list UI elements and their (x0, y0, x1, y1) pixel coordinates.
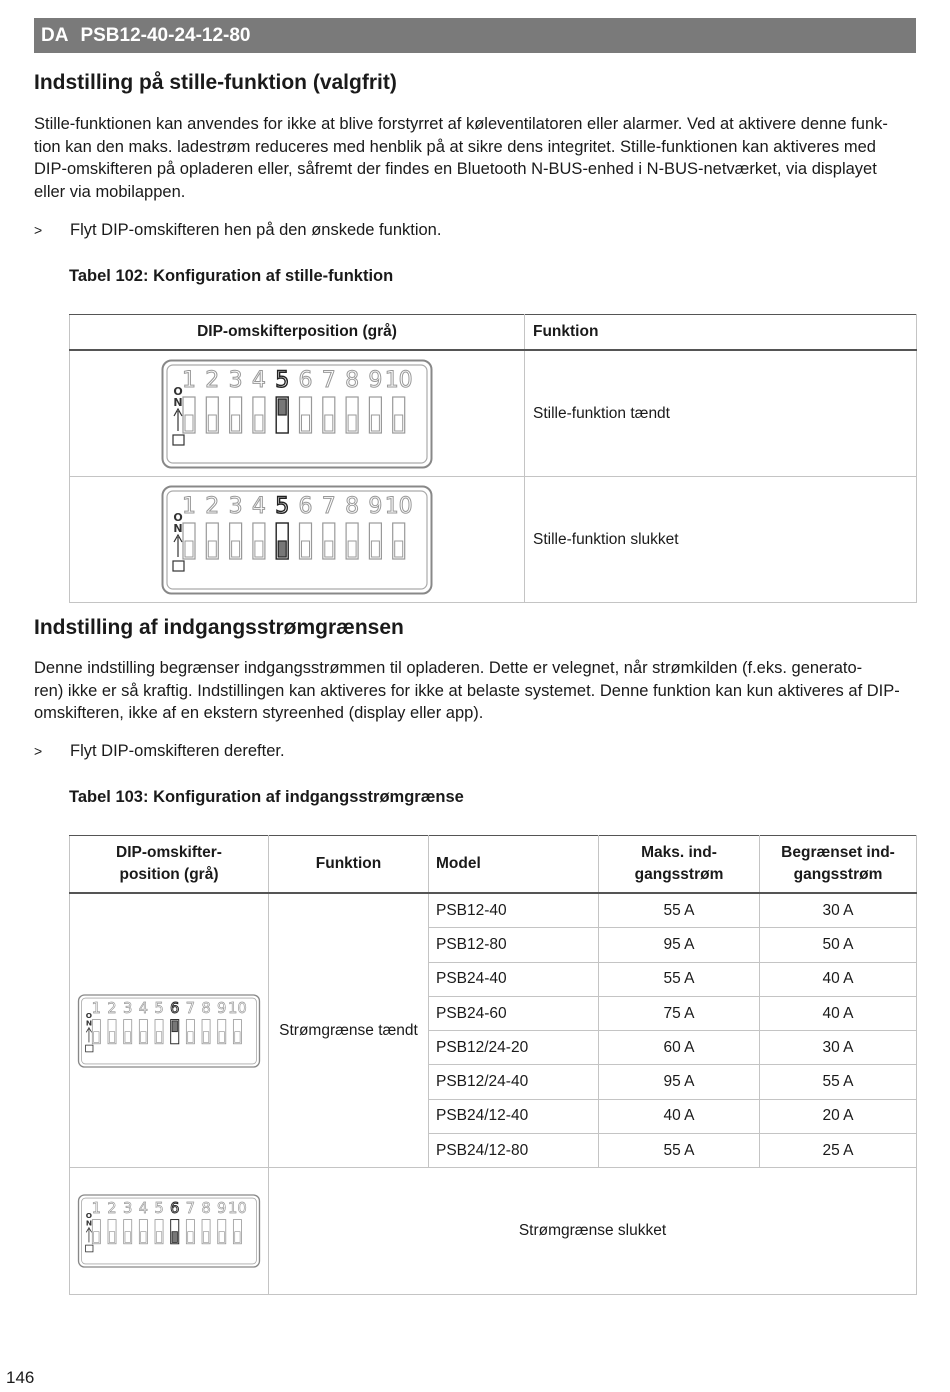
dip-switch-diagram (161, 359, 433, 469)
para-line: ren) ikke er så kraftig. Indstillingen kan aktiveres for ikke at belaste systemet. Denne funktion kan kun aktiveres af DIP- (34, 681, 900, 700)
on-label-letter: N (173, 521, 183, 535)
dip-number-label: 7 (185, 999, 196, 1017)
dip-switch-knob (125, 1031, 130, 1042)
dip-number-label: 4 (251, 367, 266, 393)
max-current-cell: 75 A (599, 996, 760, 1030)
dip-switch-knob (188, 1031, 193, 1042)
on-label-letter: N (173, 395, 183, 409)
max-current-cell: 55 A (599, 1134, 760, 1168)
dip-square-icon (173, 561, 184, 571)
model-cell: PSB12/24-40 (429, 1065, 599, 1099)
dip-switch-knob (235, 1232, 240, 1243)
dip-switch-diagram (77, 994, 261, 1068)
model-cell: PSB24/12-40 (429, 1099, 599, 1133)
table-caption-103: Tabel 103: Konfiguration af indgangsstrømgrænse (69, 788, 464, 806)
bullet-mark: > (34, 222, 43, 238)
page-header (34, 18, 916, 53)
limited-current-cell: 20 A (760, 1099, 917, 1133)
dip-switch-knob (325, 415, 333, 431)
limited-current-cell: 30 A (760, 1031, 917, 1065)
dip-switch-knob (94, 1031, 99, 1042)
col-limited-current (760, 836, 917, 894)
dip-number-label: 4 (138, 999, 149, 1017)
max-current-cell: 60 A (599, 1031, 760, 1065)
col-model: Model (429, 836, 599, 894)
model-cell: PSB12-80 (429, 928, 599, 962)
dip-number-label: 6 (170, 1200, 180, 1218)
bullet-text: Flyt DIP-omskifteren derefter. (70, 742, 285, 760)
bullet-text: Flyt DIP-omskifteren hen på den ønskede funktion. (70, 221, 442, 239)
limited-current-cell: 25 A (760, 1134, 917, 1168)
dip-square-icon (173, 435, 184, 445)
para-line: DIP-omskifteren på opladeren eller, såfremt der findes en Bluetooth N-BUS-enhed i N-BUS-netværket, via displayet (34, 160, 877, 178)
on-label-letter: N (85, 1218, 93, 1228)
dip-switch-knob (185, 415, 193, 431)
function-cell: Stille-funktion tændt (525, 350, 917, 477)
dip-switch-knob (141, 1232, 146, 1243)
dip-number-label: 4 (251, 493, 266, 519)
para-line: eller via mobilappen. (34, 182, 186, 201)
dip-number-label: 5 (275, 367, 290, 393)
dip-number-label: 6 (298, 493, 313, 519)
header-line: position (grå) (119, 866, 219, 883)
dip-number-label: 4 (138, 1200, 149, 1218)
limited-current-cell: 50 A (760, 928, 917, 962)
max-current-cell: 55 A (599, 962, 760, 996)
dip-square-icon (86, 1045, 93, 1052)
max-current-cell: 95 A (599, 928, 760, 962)
language-code: DA (41, 24, 69, 46)
limited-current-cell: 40 A (760, 996, 917, 1030)
dip-number-label: 7 (321, 493, 336, 519)
dip-switch-knob (325, 541, 333, 557)
dip-number-label: 10 (384, 367, 413, 393)
dip-switch-diagram (161, 485, 433, 595)
function-cell: Stille-funktion slukket (525, 477, 917, 603)
col-function: Funktion (269, 836, 429, 894)
table-row (70, 350, 917, 477)
dip-switch-knob (278, 399, 286, 415)
dip-switch-cell (70, 477, 525, 603)
max-current-cell: 95 A (599, 1065, 760, 1099)
table-row (70, 477, 917, 603)
dip-switch-knob (156, 1031, 161, 1042)
dip-number-label: 10 (227, 999, 247, 1017)
dip-number-label: 9 (368, 493, 383, 519)
para-line: Denne indstilling begrænser indgangsstrømmen til opladeren. Dette er velegnet, når strømkilden (f.eks. generato- (34, 659, 863, 677)
dip-number-label: 7 (185, 1200, 196, 1218)
dip-switch-knob (348, 541, 356, 557)
product-model: PSB12-40-24-12-80 (80, 24, 251, 46)
col-max-current (599, 836, 760, 894)
dip-switch-knob (395, 415, 403, 431)
header-line: gangsstrøm (634, 866, 724, 883)
dip-switch-knob (109, 1232, 114, 1243)
dip-switch-knob (278, 541, 286, 557)
max-current-cell: 55 A (599, 893, 760, 928)
dip-switch-cell (70, 893, 269, 1168)
dip-switch-knob (94, 1232, 99, 1243)
dip-switch-knob (172, 1232, 177, 1243)
table-caption-102: Tabel 102: Konfiguration af stille-funktion (69, 267, 394, 285)
dip-switch-knob (203, 1232, 208, 1243)
dip-switch-knob (255, 541, 263, 557)
para-line: Stille-funktionen kan anvendes for ikke at blive forstyrret af køleventilatoren eller alarmer. Ved at aktivere denne funk- (34, 115, 888, 133)
model-cell: PSB12/24-20 (429, 1031, 599, 1065)
dip-switch-knob (203, 1031, 208, 1042)
dip-switch-knob (371, 415, 379, 431)
dip-switch-knob (255, 415, 263, 431)
dip-switch-knob (232, 541, 240, 557)
dip-number-label: 8 (201, 1200, 211, 1218)
dip-switch-knob (156, 1232, 161, 1243)
dip-switch-cell (70, 350, 525, 477)
dip-number-label: 10 (227, 1200, 247, 1218)
dip-number-label: 1 (91, 999, 102, 1017)
dip-switch-knob (302, 415, 310, 431)
header-line: gangsstrøm (793, 866, 883, 883)
on-label-letter: O (85, 1211, 93, 1221)
section-title-quiet-mode: Indstilling på stille-funktion (valgfrit) (34, 71, 397, 94)
limited-current-cell: 30 A (760, 893, 917, 928)
dip-switch-knob (235, 1031, 240, 1042)
function-cell: Strømgrænse slukket (269, 1168, 917, 1295)
dip-switch-knob (395, 541, 403, 557)
dip-switch-knob (208, 541, 216, 557)
quiet-mode-table (69, 314, 917, 603)
input-current-table (69, 835, 917, 1295)
on-label-letter: O (85, 1010, 93, 1020)
dip-switch-knob (125, 1232, 130, 1243)
dip-number-label: 3 (122, 999, 133, 1017)
section-title-input-current: Indstilling af indgangsstrømgrænsen (34, 616, 404, 639)
model-cell: PSB24-60 (429, 996, 599, 1030)
dip-number-label: 3 (122, 1200, 133, 1218)
dip-switch-knob (188, 1232, 193, 1243)
col-function: Funktion (525, 315, 917, 351)
para-line: omskifteren, ikke af en ekstern styreenhed (display eller app). (34, 704, 484, 722)
dip-switch-knob (371, 541, 379, 557)
max-current-cell: 40 A (599, 1099, 760, 1133)
dip-number-label: 1 (91, 1200, 102, 1218)
dip-number-label: 2 (205, 367, 220, 393)
dip-number-label: 8 (345, 367, 360, 393)
header-line: Begrænset ind- (781, 844, 895, 861)
dip-switch-knob (185, 541, 193, 557)
dip-number-label: 2 (205, 493, 220, 519)
dip-switch-diagram (77, 1194, 261, 1268)
on-label-letter: N (85, 1018, 93, 1028)
dip-number-label: 6 (298, 367, 313, 393)
dip-switch-knob (219, 1232, 224, 1243)
model-cell: PSB24-40 (429, 962, 599, 996)
dip-switch-knob (232, 415, 240, 431)
dip-number-label: 5 (275, 493, 290, 519)
dip-number-label: 2 (107, 1200, 117, 1218)
dip-switch-knob (109, 1031, 114, 1042)
function-cell: Strømgrænse tændt (269, 893, 429, 1168)
dip-number-label: 3 (228, 493, 243, 519)
dip-switch-cell (70, 1168, 269, 1295)
quiet-mode-paragraph (34, 113, 914, 203)
instruction-bullet (34, 740, 285, 762)
col-dip-position: DIP-omskifterposition (grå) (70, 315, 525, 351)
dip-number-label: 2 (107, 999, 117, 1017)
on-label-letter: O (173, 510, 183, 524)
header-line: DIP-omskifter- (116, 844, 222, 861)
model-cell: PSB12-40 (429, 893, 599, 928)
page-number: 146 (6, 1368, 35, 1387)
dip-number-label: 9 (217, 1200, 227, 1218)
dip-switch-knob (172, 1021, 177, 1032)
dip-switch-knob (348, 415, 356, 431)
dip-switch-knob (141, 1031, 146, 1042)
para-line: tion kan den maks. ladestrøm reduceres med henblik på at sikre dens integritet. Stille-funktionen kan aktiveres med (34, 137, 876, 156)
dip-number-label: 5 (154, 999, 164, 1017)
dip-number-label: 6 (170, 999, 180, 1017)
dip-number-label: 9 (368, 367, 383, 393)
dip-number-label: 1 (182, 493, 196, 519)
table-row (70, 893, 917, 928)
dip-switch-knob (208, 415, 216, 431)
dip-number-label: 9 (217, 999, 227, 1017)
limited-current-cell: 55 A (760, 1065, 917, 1099)
dip-number-label: 7 (321, 367, 336, 393)
limited-current-cell: 40 A (760, 962, 917, 996)
dip-number-label: 5 (154, 1200, 164, 1218)
col-dip-position (70, 836, 269, 894)
dip-number-label: 3 (228, 367, 243, 393)
model-cell: PSB24/12-80 (429, 1134, 599, 1168)
input-current-paragraph (34, 657, 914, 725)
dip-switch-knob (219, 1031, 224, 1042)
header-line: Maks. ind- (641, 844, 717, 861)
instruction-bullet (34, 219, 441, 241)
dip-number-label: 1 (182, 367, 196, 393)
bullet-mark: > (34, 743, 43, 759)
dip-number-label: 8 (345, 493, 360, 519)
dip-switch-knob (302, 541, 310, 557)
dip-number-label: 10 (384, 493, 413, 519)
dip-number-label: 8 (201, 999, 211, 1017)
table-row (70, 1168, 917, 1295)
on-label-letter: O (173, 384, 183, 398)
dip-square-icon (86, 1246, 93, 1253)
